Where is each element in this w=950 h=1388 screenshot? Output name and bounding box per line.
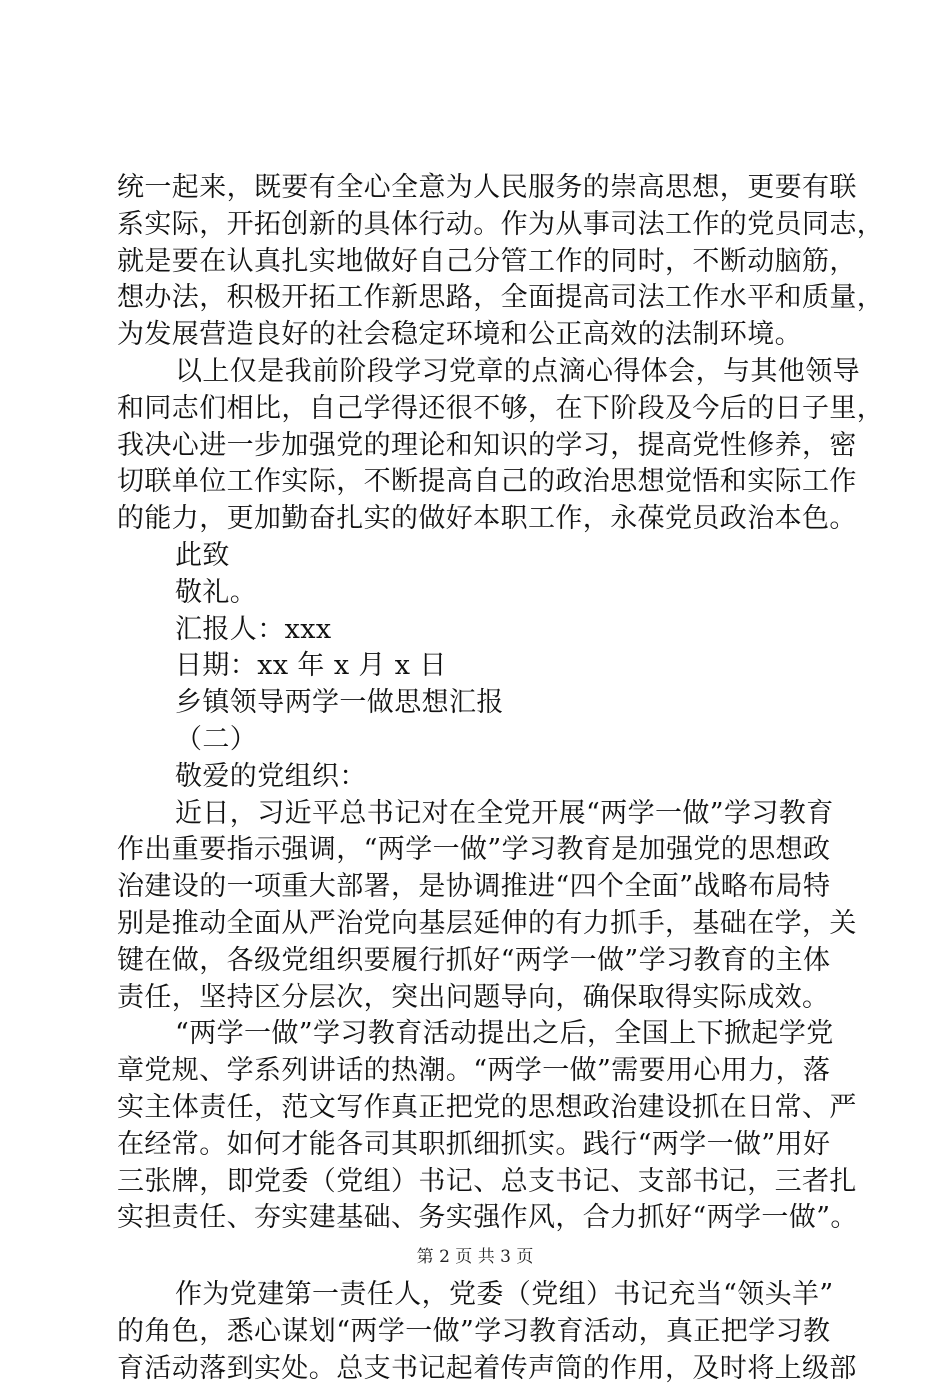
paragraph-1-line: 为发展营造良好的社会稳定环境和公正高效的法制环境。 (117, 319, 802, 351)
greeting: 敬爱的党组织： (175, 760, 367, 792)
paragraph-3-line: 治建设的一项重大部署，是协调推进“四个全面”战略布局特 (117, 871, 831, 903)
paragraph-3-line: 别是推动全面从严治党向基层延伸的有力抓手，基础在学，关 (117, 907, 857, 939)
paragraph-2-line: 切联单位工作实际，不断提高自己的政治思想觉悟和实际工作 (117, 466, 857, 498)
reporter-signature: 汇报人：xxx (175, 613, 332, 645)
page-footer: 第 2 页 共 3 页 (416, 1247, 534, 1267)
paragraph-3-line: 作出重要指示强调，“两学一做”学习教育是加强党的思想政 (117, 834, 831, 866)
section-number: （二） (175, 723, 258, 755)
closing-regards: 敬礼。 (175, 576, 258, 608)
paragraph-5-line: 育活动落到实处。总支书记起着传声筒的作用，及时将上级部 (117, 1352, 857, 1384)
paragraph-1-line: 统一起来，既要有全心全意为人民服务的崇高思想，更要有联 (117, 172, 857, 203)
paragraph-2-line: 的能力，更加勤奋扎实的做好本职工作，永葆党员政治本色。 (117, 503, 857, 535)
paragraph-3-line: 键在做，各级党组织要履行抓好“两学一做”学习教育的主体 (117, 944, 831, 976)
paragraph-1-line: 系实际，开拓创新的具体行动。作为从事司法工作的党员同志， (117, 208, 885, 240)
paragraph-4-line: “两学一做”学习教育活动提出之后，全国上下掀起学党 (175, 1018, 834, 1050)
paragraph-2-line: 我决心进一步加强党的理论和知识的学习，提高党性修养，密 (117, 429, 857, 461)
paragraph-3-line: 近日，习近平总书记对在全党开展“两学一做”学习教育 (175, 797, 834, 829)
paragraph-2-line: 和同志们相比，自己学得还很不够，在下阶段及今后的日子里， (117, 392, 885, 424)
paragraph-4-line: 实担责任、夯实建基础、务实强作风，合力抓好“两学一做”。 (117, 1202, 858, 1234)
paragraph-1-line: 就是要在认真扎实地做好自己分管工作的同时，不断动脑筋， (117, 245, 857, 277)
document-body (117, 170, 885, 1388)
report-date: 日期：xx 年 x 月 x 日 (175, 650, 447, 682)
paragraph-4-line: 在经常。如何才能各司其职抓细抓实。践行“两学一做”用好 (117, 1128, 831, 1160)
paragraph-5-line: 的角色，悉心谋划“两学一做”学习教育活动，真正把学习教 (117, 1315, 831, 1347)
paragraph-4-line: 章党规、学系列讲话的热潮。“两学一做”需要用心用力，落 (117, 1055, 831, 1087)
paragraph-4-line: 实主体责任，范文写作真正把党的思想政治建设抓在日常、严 (117, 1091, 857, 1123)
closing-salutation: 此致 (175, 539, 230, 571)
section-title: 乡镇领导两学一做思想汇报 (175, 687, 504, 719)
paragraph-5-line: 作为党建第一责任人，党委（党组）书记充当“领头羊” (175, 1279, 834, 1311)
paragraph-3-line: 责任，坚持区分层次，突出问题导向，确保取得实际成效。 (117, 981, 830, 1013)
paragraph-1-line: 想办法，积极开拓工作新思路，全面提高司法工作水平和质量， (117, 282, 885, 314)
paragraph-4-line: 三张牌，即党委（党组）书记、总支书记、支部书记，三者扎 (117, 1165, 857, 1197)
paragraph-2-line: 以上仅是我前阶段学习党章的点滴心得体会，与其他领导 (175, 355, 860, 387)
